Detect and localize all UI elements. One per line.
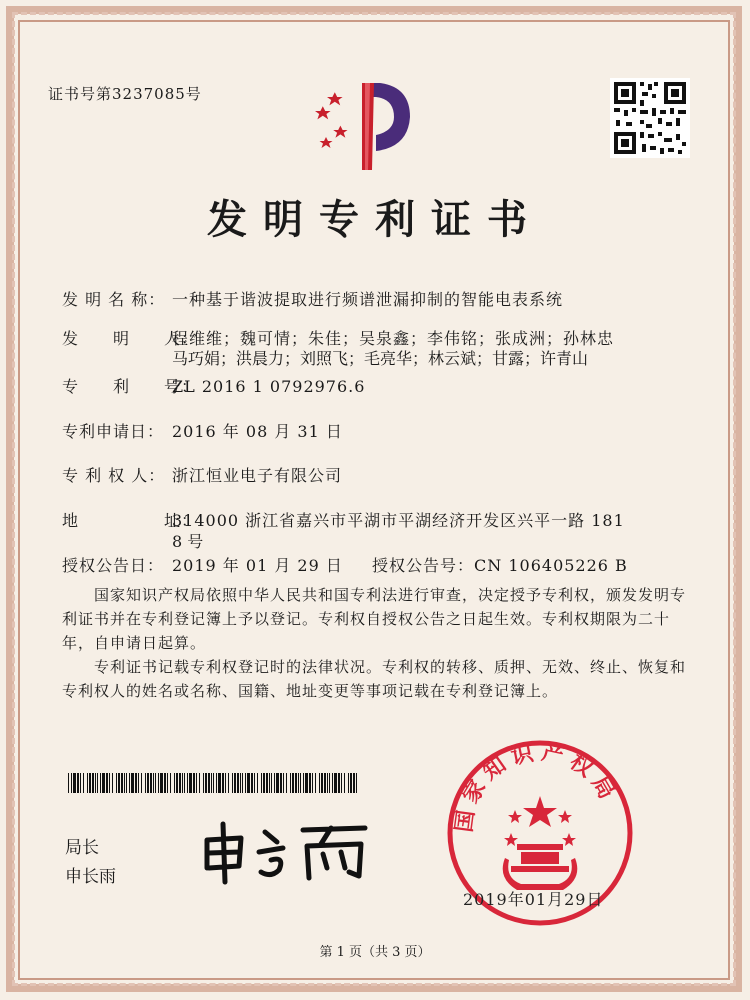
barcode-bar <box>199 773 200 793</box>
grant-number-label: 授权公告号： <box>372 556 475 575</box>
filing-date-label: 专利申请日： <box>62 422 165 441</box>
barcode-bar <box>135 773 137 793</box>
patent-number-label: 专 利 号： <box>62 377 199 396</box>
barcode-bar <box>257 773 258 793</box>
barcode <box>68 773 358 793</box>
barcode-bar <box>213 773 214 793</box>
director-title: 局长 <box>65 838 99 858</box>
invention-name-label: 发 明 名 称： <box>62 290 166 309</box>
barcode-bar <box>176 773 178 793</box>
barcode-bar <box>350 773 352 793</box>
inventors-line-2: 马巧娟；洪晨力；刘照飞；毛亮华；林云斌；甘露；许青山 <box>172 349 589 368</box>
director-signature <box>195 818 375 888</box>
barcode-bar <box>100 773 101 793</box>
director-name: 申长雨 <box>65 867 116 887</box>
barcode-bar <box>83 773 84 793</box>
patentee-label: 专 利 权 人： <box>62 466 166 485</box>
barcode-bar <box>300 773 301 793</box>
address-label: 地 址： <box>62 511 199 530</box>
barcode-bar <box>121 773 123 793</box>
grant-date-row <box>62 553 343 576</box>
barcode-bar <box>71 773 72 793</box>
barcode-bar <box>193 773 195 793</box>
barcode-bar <box>225 773 226 793</box>
barcode-bar <box>167 773 168 793</box>
grant-date-label: 授权公告日： <box>62 556 165 575</box>
barcode-bar <box>92 773 94 793</box>
barcode-bar <box>106 773 108 793</box>
patentee-value: 浙江恒业电子有限公司 <box>172 466 343 485</box>
invention-name-row <box>62 287 563 310</box>
barcode-bar <box>327 773 328 793</box>
barcode-bar <box>138 773 139 793</box>
barcode-bar <box>131 773 134 793</box>
barcode-bar <box>228 773 229 793</box>
barcode-bar <box>141 773 142 793</box>
barcode-bar <box>73 773 76 793</box>
barcode-bar <box>242 773 243 793</box>
barcode-bar <box>189 773 192 793</box>
barcode-bar <box>203 773 204 793</box>
barcode-bar <box>109 773 110 793</box>
patent-number-value: ZL 2016 1 0792976.6 <box>172 377 366 396</box>
barcode-bar <box>348 773 349 793</box>
barcode-bar <box>309 773 311 793</box>
barcode-bar <box>303 773 304 793</box>
barcode-bar <box>116 773 117 793</box>
barcode-bar <box>286 773 287 793</box>
barcode-bar <box>329 773 330 793</box>
patent-office-logo <box>310 75 420 175</box>
legal-paragraph-1: 国家知识产权局依照中华人民共和国专利法进行审查，决定授予专利权，颁发发明专利证书并在专利登记簿上予以登记。专利权自授权公告之日起生效。专利权期限为二十年，自申请日起算。 <box>62 586 687 652</box>
barcode-bar <box>87 773 88 793</box>
filing-date-value: 2016 年 08 月 31 日 <box>172 422 343 441</box>
barcode-bar <box>266 773 268 793</box>
address-line-2: 8 号 <box>172 532 204 551</box>
barcode-bar <box>95 773 96 793</box>
grant-number-row <box>372 553 628 576</box>
barcode-bar <box>179 773 181 793</box>
barcode-bar <box>211 773 212 793</box>
barcode-bar <box>158 773 159 793</box>
legal-paragraph-2: 专利证书记载专利权登记时的法律状况。专利权的转移、质押、无效、终止、恢复和专利权人的姓名或名称、国籍、地址变更等事项记载在专利登记簿上。 <box>62 658 687 700</box>
barcode-bar <box>205 773 207 793</box>
barcode-bar <box>334 773 337 793</box>
barcode-bar <box>77 773 79 793</box>
barcode-bar <box>187 773 188 793</box>
barcode-bar <box>160 773 163 793</box>
barcode-bar <box>182 773 183 793</box>
barcode-bar <box>305 773 308 793</box>
barcode-bar <box>315 773 316 793</box>
barcode-bar <box>232 773 233 793</box>
barcode-bar <box>150 773 152 793</box>
address-row <box>62 508 625 531</box>
barcode-bar <box>126 773 127 793</box>
filing-date-row <box>62 419 343 442</box>
barcode-bar <box>196 773 197 793</box>
barcode-bar <box>269 773 270 793</box>
qr-code <box>610 78 690 158</box>
barcode-bar <box>261 773 262 793</box>
inventor-label: 发 明 人： <box>62 329 199 348</box>
barcode-bar <box>263 773 265 793</box>
page-number: 第 1 页（共 3 页） <box>319 945 431 960</box>
barcode-bar <box>222 773 224 793</box>
barcode-bar <box>208 773 210 793</box>
barcode-bar <box>312 773 313 793</box>
barcode-bar <box>147 773 149 793</box>
barcode-bar <box>292 773 294 793</box>
barcode-bar <box>332 773 333 793</box>
barcode-bar <box>170 773 171 793</box>
barcode-bar <box>344 773 345 793</box>
barcode-bar <box>112 773 113 793</box>
barcode-bar <box>274 773 275 793</box>
barcode-bar <box>153 773 154 793</box>
seal-text: 国家知识产权局 <box>451 739 623 834</box>
barcode-bar <box>271 773 272 793</box>
barcode-bar <box>216 773 217 793</box>
barcode-bar <box>283 773 284 793</box>
patent-number-row <box>62 374 365 397</box>
barcode-bar <box>251 773 253 793</box>
barcode-bar <box>129 773 130 793</box>
barcode-bar <box>124 773 125 793</box>
barcode-bar <box>155 773 156 793</box>
barcode-bar <box>174 773 175 793</box>
certificate-title: 发明专利证书 <box>207 196 543 243</box>
barcode-bar <box>102 773 105 793</box>
patentee-row <box>62 463 342 486</box>
invention-name-value: 一种基于谐波提取进行频谱泄漏抑制的智能电表系统 <box>172 290 564 309</box>
certificate-number: 证书号第3237085号 <box>48 85 202 103</box>
barcode-bar <box>80 773 81 793</box>
barcode-bar <box>145 773 146 793</box>
barcode-bar <box>237 773 239 793</box>
barcode-bar <box>295 773 297 793</box>
barcode-bar <box>324 773 326 793</box>
barcode-bar <box>184 773 185 793</box>
barcode-bar <box>341 773 342 793</box>
barcode-bar <box>89 773 91 793</box>
barcode-bar <box>245 773 246 793</box>
barcode-bar <box>356 773 357 793</box>
barcode-bar <box>353 773 355 793</box>
barcode-bar <box>218 773 221 793</box>
grant-number-value: CN 106405226 B <box>474 556 628 575</box>
barcode-bar <box>68 773 69 793</box>
barcode-bar <box>298 773 299 793</box>
barcode-bar <box>338 773 340 793</box>
barcode-bar <box>319 773 320 793</box>
address-line-1: 314000 浙江省嘉兴市平湖市平湖经济开发区兴平一路 181 <box>172 511 625 530</box>
seal-date: 2019年01月29日 <box>463 890 604 909</box>
barcode-bar <box>247 773 250 793</box>
inventors-line-1: 程维维；魏可情；朱佳；吴泉鑫；李伟铭；张成洲；孙林忠 <box>172 329 615 348</box>
barcode-bar <box>290 773 291 793</box>
barcode-bar <box>276 773 279 793</box>
barcode-bar <box>280 773 282 793</box>
barcode-bar <box>97 773 98 793</box>
barcode-bar <box>234 773 236 793</box>
barcode-bar <box>240 773 241 793</box>
barcode-bar <box>254 773 255 793</box>
barcode-bar <box>164 773 166 793</box>
grant-date-value: 2019 年 01 月 29 日 <box>172 556 343 575</box>
barcode-bar <box>321 773 323 793</box>
barcode-bar <box>118 773 120 793</box>
